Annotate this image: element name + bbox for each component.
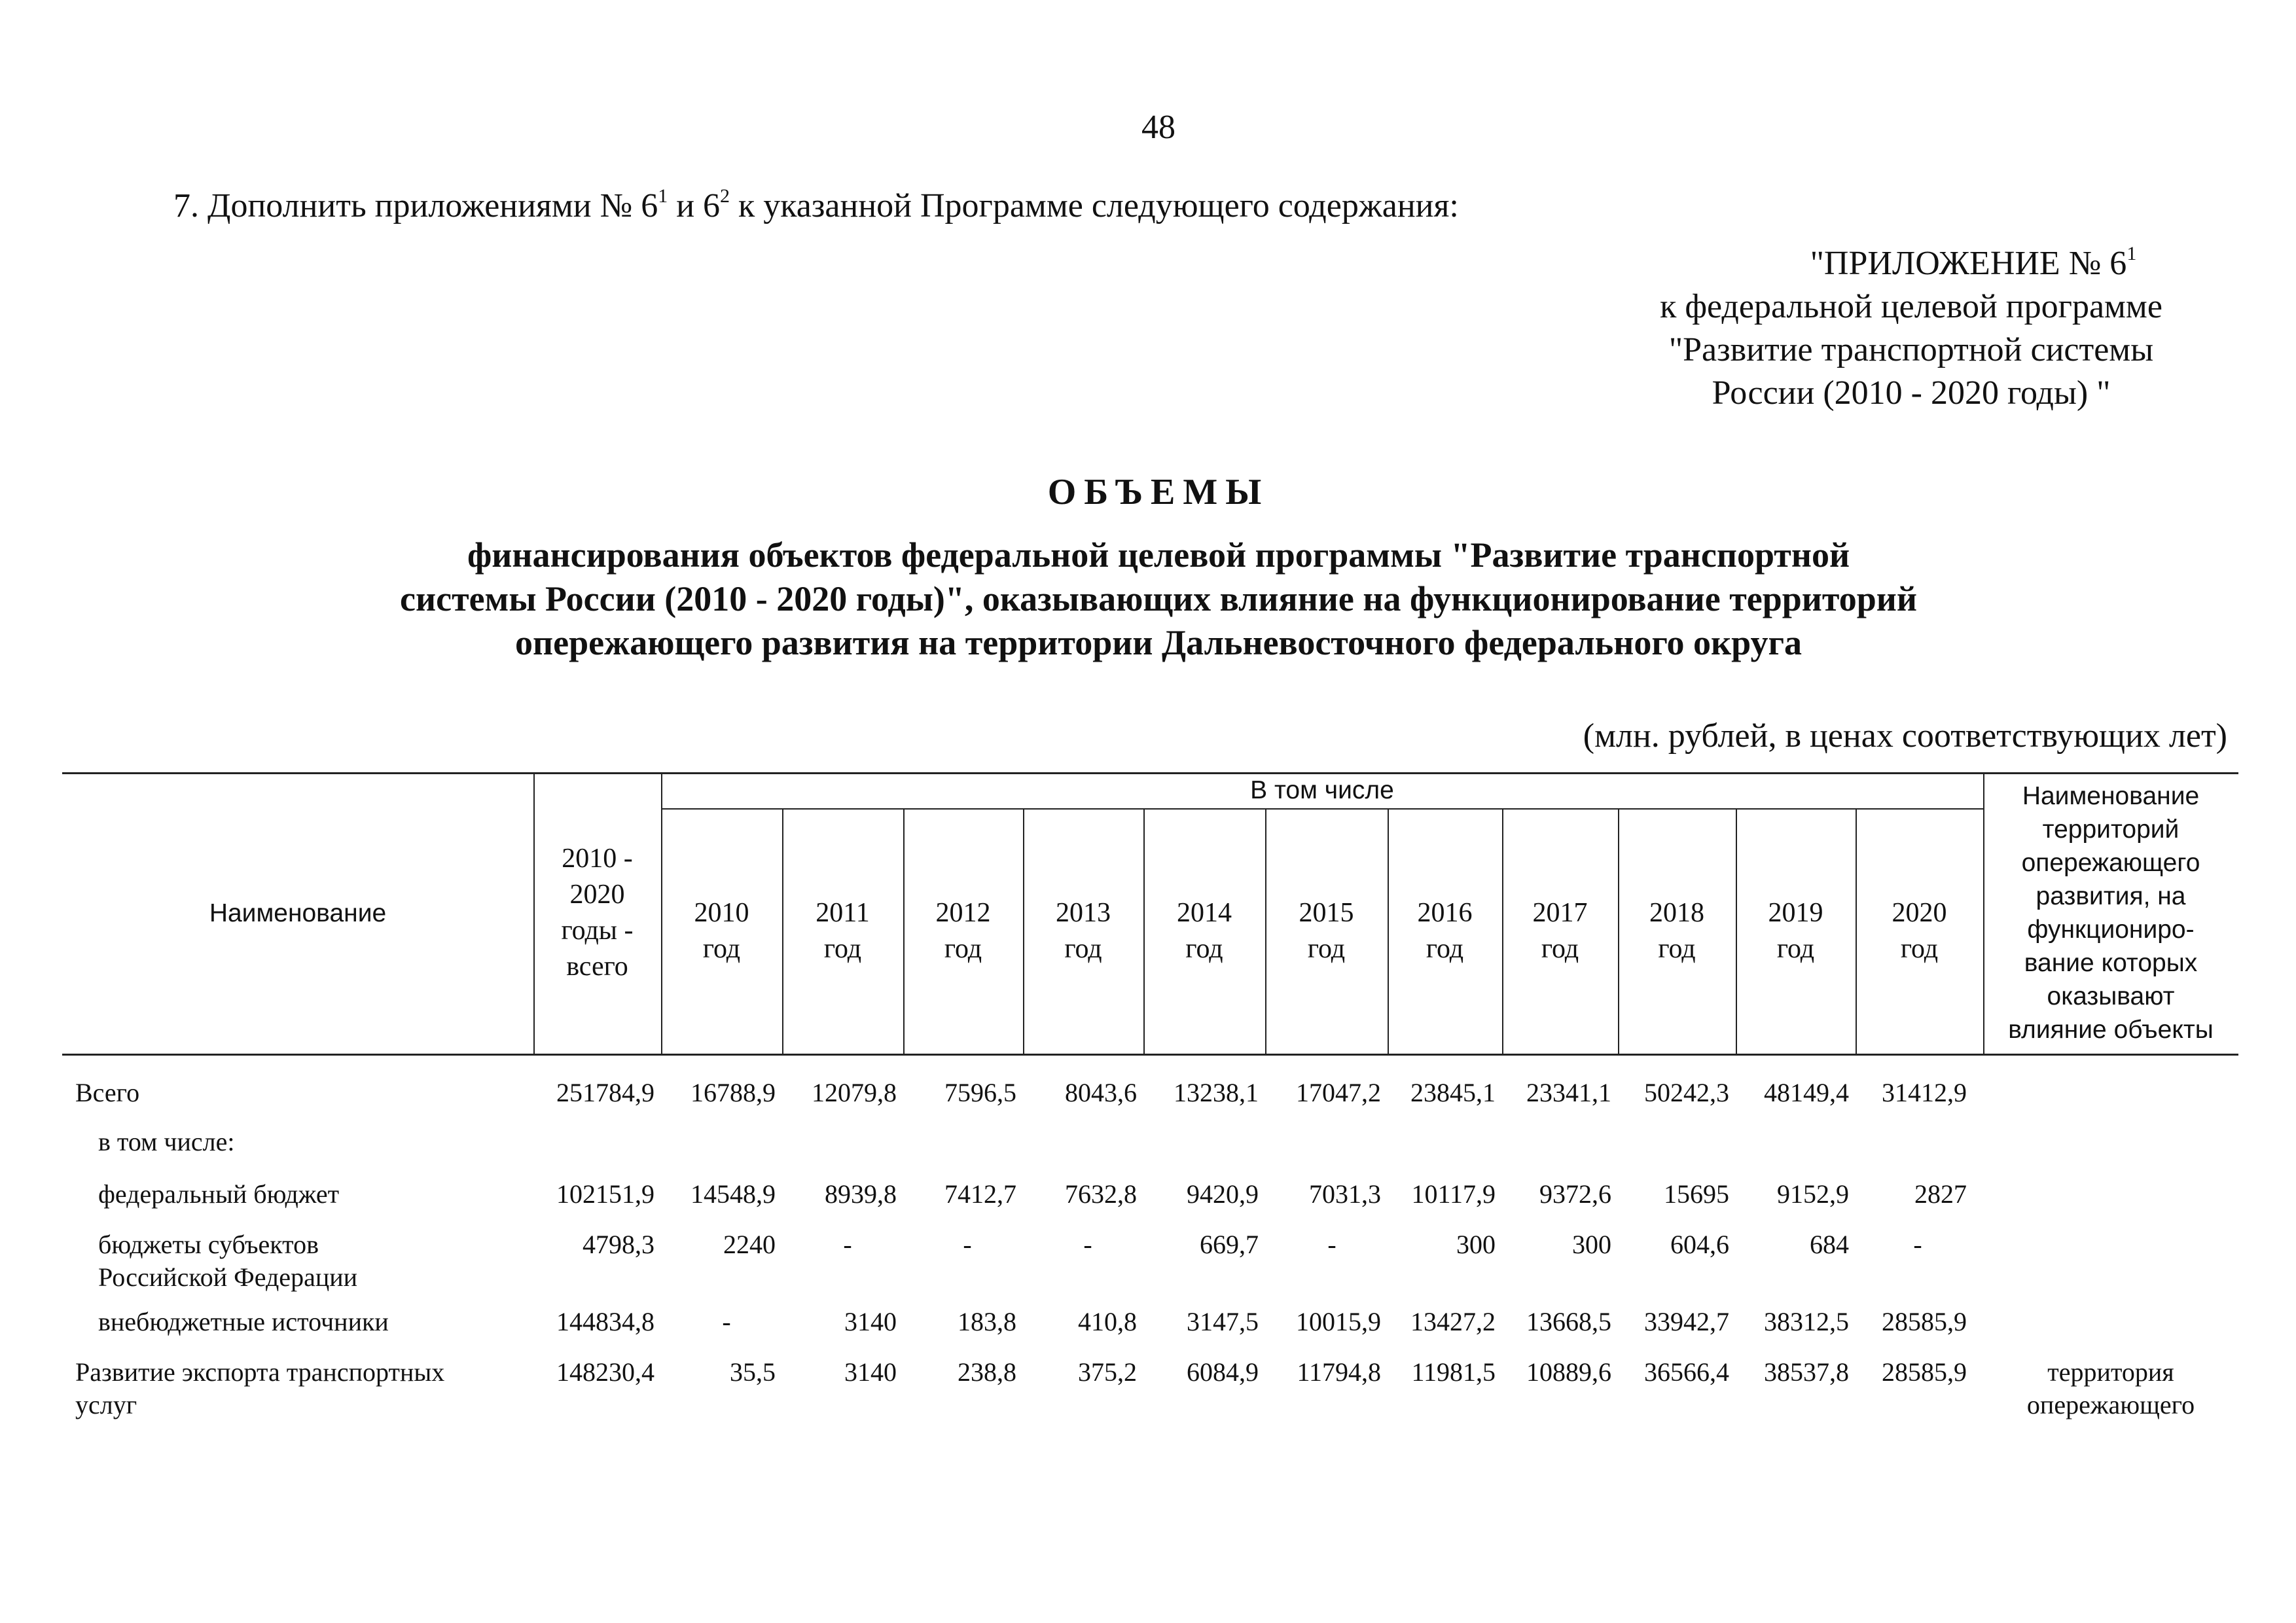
appendix-title-sup: 1 <box>2126 243 2137 264</box>
row-name <box>75 1356 573 1421</box>
row-value-cell: 13668,5 <box>1526 1307 1611 1336</box>
row-value-cell: 410,8 <box>1078 1307 1137 1336</box>
row-name-line: Всего <box>75 1078 140 1107</box>
header-year-cell <box>1023 808 1143 1054</box>
header-year-cell <box>661 808 782 1054</box>
row-value-cell: 4798,3 <box>583 1230 655 1259</box>
header-territory-line: развития, на <box>2036 882 2186 910</box>
row-value-cell: 28585,9 <box>1882 1357 1967 1387</box>
header-name-cell <box>62 772 533 1054</box>
header-year-line: год <box>1185 933 1223 964</box>
header-name-label: Наименование <box>209 899 387 927</box>
row-value-cell: 669,7 <box>1200 1230 1259 1259</box>
row-name <box>98 1126 596 1158</box>
row-value-cell: 17047,2 <box>1296 1078 1381 1107</box>
row-value-cell: 50242,3 <box>1644 1078 1729 1107</box>
row-value-cell: 14548,9 <box>691 1179 776 1209</box>
header-total-line: всего <box>566 952 628 982</box>
header-year-line: 2019 <box>1768 897 1823 928</box>
row-value-cell: - <box>1327 1230 1336 1259</box>
header-year-cell <box>1856 808 1983 1054</box>
header-territory-line: функциониро- <box>2027 916 2195 944</box>
row-value-cell: 2827 <box>1914 1179 1967 1209</box>
row-value-cell: 9152,9 <box>1777 1179 1849 1209</box>
row-territory-note-line: территория <box>2047 1357 2174 1387</box>
intro-sup-1: 1 <box>658 185 668 207</box>
header-including-cell <box>661 772 1983 808</box>
row-value-cell: 33942,7 <box>1644 1307 1729 1336</box>
row-value-cell: 23341,1 <box>1526 1078 1611 1107</box>
header-year-line: год <box>1307 933 1346 964</box>
row-value-cell: 15695 <box>1664 1179 1729 1209</box>
header-year-cell <box>1618 808 1736 1054</box>
row-value-cell: 375,2 <box>1078 1357 1137 1387</box>
row-name-line: федеральный бюджет <box>98 1179 340 1209</box>
header-year-line: 2010 <box>694 897 749 928</box>
row-value-cell: 9420,9 <box>1187 1179 1259 1209</box>
row-value-cell: - <box>722 1307 731 1336</box>
header-year-line: 2012 <box>935 897 991 928</box>
subheading-line-2: системы России (2010 - 2020 годы)", оказывающих влияние на функционирование территорий <box>400 579 1917 618</box>
header-year-line: 2013 <box>1056 897 1111 928</box>
row-value-cell: 300 <box>1456 1230 1496 1259</box>
header-year-line: 2017 <box>1532 897 1588 928</box>
units-note: (млн. рублей, в ценах соответствующих лет) <box>1583 717 2227 755</box>
row-name-line: Российской Федерации <box>98 1262 358 1292</box>
header-year-cell <box>1736 808 1856 1054</box>
header-territory-line: вание которых <box>2024 949 2198 977</box>
header-year-line: 2016 <box>1417 897 1473 928</box>
header-including-label: В том числе <box>1250 776 1394 804</box>
row-value-cell: 7596,5 <box>944 1078 1016 1107</box>
row-value-cell: 36566,4 <box>1644 1357 1729 1387</box>
appendix-block <box>1584 242 2238 415</box>
row-value-cell: 183,8 <box>958 1307 1016 1336</box>
row-value-cell: 13427,2 <box>1410 1307 1496 1336</box>
document-subheading <box>295 533 2022 665</box>
row-value-cell: 11794,8 <box>1297 1357 1381 1387</box>
row-value-cell: 3147,5 <box>1187 1307 1259 1336</box>
header-year-line: год <box>1426 933 1464 964</box>
row-value-cell: 8043,6 <box>1065 1078 1137 1107</box>
row-value-cell: 8939,8 <box>825 1179 897 1209</box>
row-value-cell: - <box>843 1230 852 1259</box>
row-value-cell: 6084,9 <box>1187 1357 1259 1387</box>
header-total-cell <box>533 772 661 1054</box>
appendix-line-4: России (2010 - 2020 годы) " <box>1712 374 2111 412</box>
header-bottom-rule <box>62 1054 2238 1056</box>
row-value-cell: 10889,6 <box>1526 1357 1611 1387</box>
row-value-cell: 31412,9 <box>1882 1078 1967 1107</box>
header-territory-line: оказывают <box>2047 982 2175 1010</box>
header-year-cell <box>1502 808 1618 1054</box>
row-value-cell: 12079,8 <box>812 1078 897 1107</box>
header-year-line: 2020 <box>1892 897 1947 928</box>
row-value-cell: 148230,4 <box>556 1357 655 1387</box>
header-territory-line: влияние объекты <box>2008 1016 2214 1044</box>
header-year-line: 2014 <box>1177 897 1232 928</box>
header-territory-line: Наименование <box>2022 782 2200 810</box>
row-value-cell: 9372,6 <box>1539 1179 1611 1209</box>
row-name-line: в том числе: <box>98 1127 235 1156</box>
row-value-cell: 48149,4 <box>1764 1078 1849 1107</box>
header-year-cell <box>1388 808 1502 1054</box>
header-year-line: 2011 <box>816 897 870 928</box>
row-value-cell: 102151,9 <box>556 1179 655 1209</box>
header-year-cell <box>782 808 903 1054</box>
row-name-line: внебюджетные источники <box>98 1307 389 1336</box>
appendix-title: "ПРИЛОЖЕНИЕ № 6 <box>1810 245 2127 282</box>
row-value-cell: 144834,8 <box>556 1307 655 1336</box>
row-value-cell: 10015,9 <box>1296 1307 1381 1336</box>
header-year-cell <box>903 808 1023 1054</box>
row-value-cell: 28585,9 <box>1882 1307 1967 1336</box>
header-year-cell <box>1265 808 1388 1054</box>
header-territory-line: опережающего <box>2021 849 2200 877</box>
row-value-cell: 3140 <box>844 1357 897 1387</box>
row-value-cell: 238,8 <box>958 1357 1016 1387</box>
header-year-line: 2015 <box>1299 897 1354 928</box>
header-territory-cell <box>1983 772 2238 1054</box>
appendix-line-1 <box>1584 242 2238 285</box>
subheading-line-3: опережающего развития на территории Дальневосточного федерального округа <box>515 623 1802 662</box>
intro-text-1: 7. Дополнить приложениями № 6 <box>173 187 658 224</box>
intro-text-2: и 6 <box>668 187 721 224</box>
row-value-cell: 2240 <box>723 1230 776 1259</box>
row-value-cell: 16788,9 <box>691 1078 776 1107</box>
intro-text-3: к указанной Программе следующего содержания: <box>730 187 1459 224</box>
table-header <box>62 772 2238 1054</box>
row-value-cell: - <box>1913 1230 1922 1259</box>
row-value-cell: 38537,8 <box>1764 1357 1849 1387</box>
header-year-line: год <box>944 933 982 964</box>
row-value-cell: 38312,5 <box>1764 1307 1849 1336</box>
header-year-line: год <box>702 933 741 964</box>
row-value-cell: 13238,1 <box>1174 1078 1259 1107</box>
row-value-cell: 10117,9 <box>1411 1179 1496 1209</box>
appendix-line-2: к федеральной целевой программе <box>1660 288 2162 325</box>
row-name-line: Развитие экспорта транспортных <box>75 1357 445 1387</box>
header-year-line: 2018 <box>1649 897 1704 928</box>
header-year-line: год <box>1900 933 1939 964</box>
header-year-line: год <box>1541 933 1579 964</box>
row-name <box>98 1306 596 1338</box>
row-name <box>98 1228 596 1294</box>
row-value-cell: 23845,1 <box>1410 1078 1496 1107</box>
row-name-line: услуг <box>75 1390 137 1419</box>
header-total-line: 2010 - <box>562 844 633 874</box>
row-value-cell: 3140 <box>844 1307 897 1336</box>
row-value-cell: 35,5 <box>730 1357 776 1387</box>
row-value-cell: 7632,8 <box>1065 1179 1137 1209</box>
subheading-line-1: финансирования объектов федеральной целевой программы "Развитие транспортной <box>467 535 1850 575</box>
header-year-line: год <box>1658 933 1696 964</box>
row-value-cell: 300 <box>1572 1230 1611 1259</box>
intro-paragraph <box>173 187 1459 225</box>
header-year-cell <box>1143 808 1265 1054</box>
intro-sup-2: 2 <box>720 185 730 207</box>
row-value-cell: 11981,5 <box>1411 1357 1496 1387</box>
row-name <box>75 1077 573 1109</box>
row-value-cell: - <box>1083 1230 1092 1259</box>
row-territory-note <box>1986 1356 2235 1421</box>
header-total-line: 2020 <box>569 880 625 910</box>
row-name-line: бюджеты субъектов <box>98 1230 319 1259</box>
page-number: 48 <box>1141 109 1175 146</box>
row-value-cell: 251784,9 <box>556 1078 655 1107</box>
row-name <box>98 1178 596 1211</box>
document-heading: ОБЪЕМЫ <box>1047 472 1270 512</box>
header-year-line: год <box>823 933 862 964</box>
header-territory-line: территорий <box>2042 815 2179 844</box>
row-value-cell: 7412,7 <box>944 1179 1016 1209</box>
header-total-line: годы - <box>561 916 634 946</box>
row-territory-note-line: опережающего <box>2026 1390 2195 1419</box>
header-year-line: год <box>1064 933 1102 964</box>
row-value-cell: - <box>963 1230 972 1259</box>
row-value-cell: 684 <box>1810 1230 1849 1259</box>
appendix-line-3: "Развитие транспортной системы <box>1668 331 2154 368</box>
header-year-line: год <box>1776 933 1815 964</box>
row-value-cell: 7031,3 <box>1309 1179 1381 1209</box>
row-value-cell: 604,6 <box>1670 1230 1729 1259</box>
